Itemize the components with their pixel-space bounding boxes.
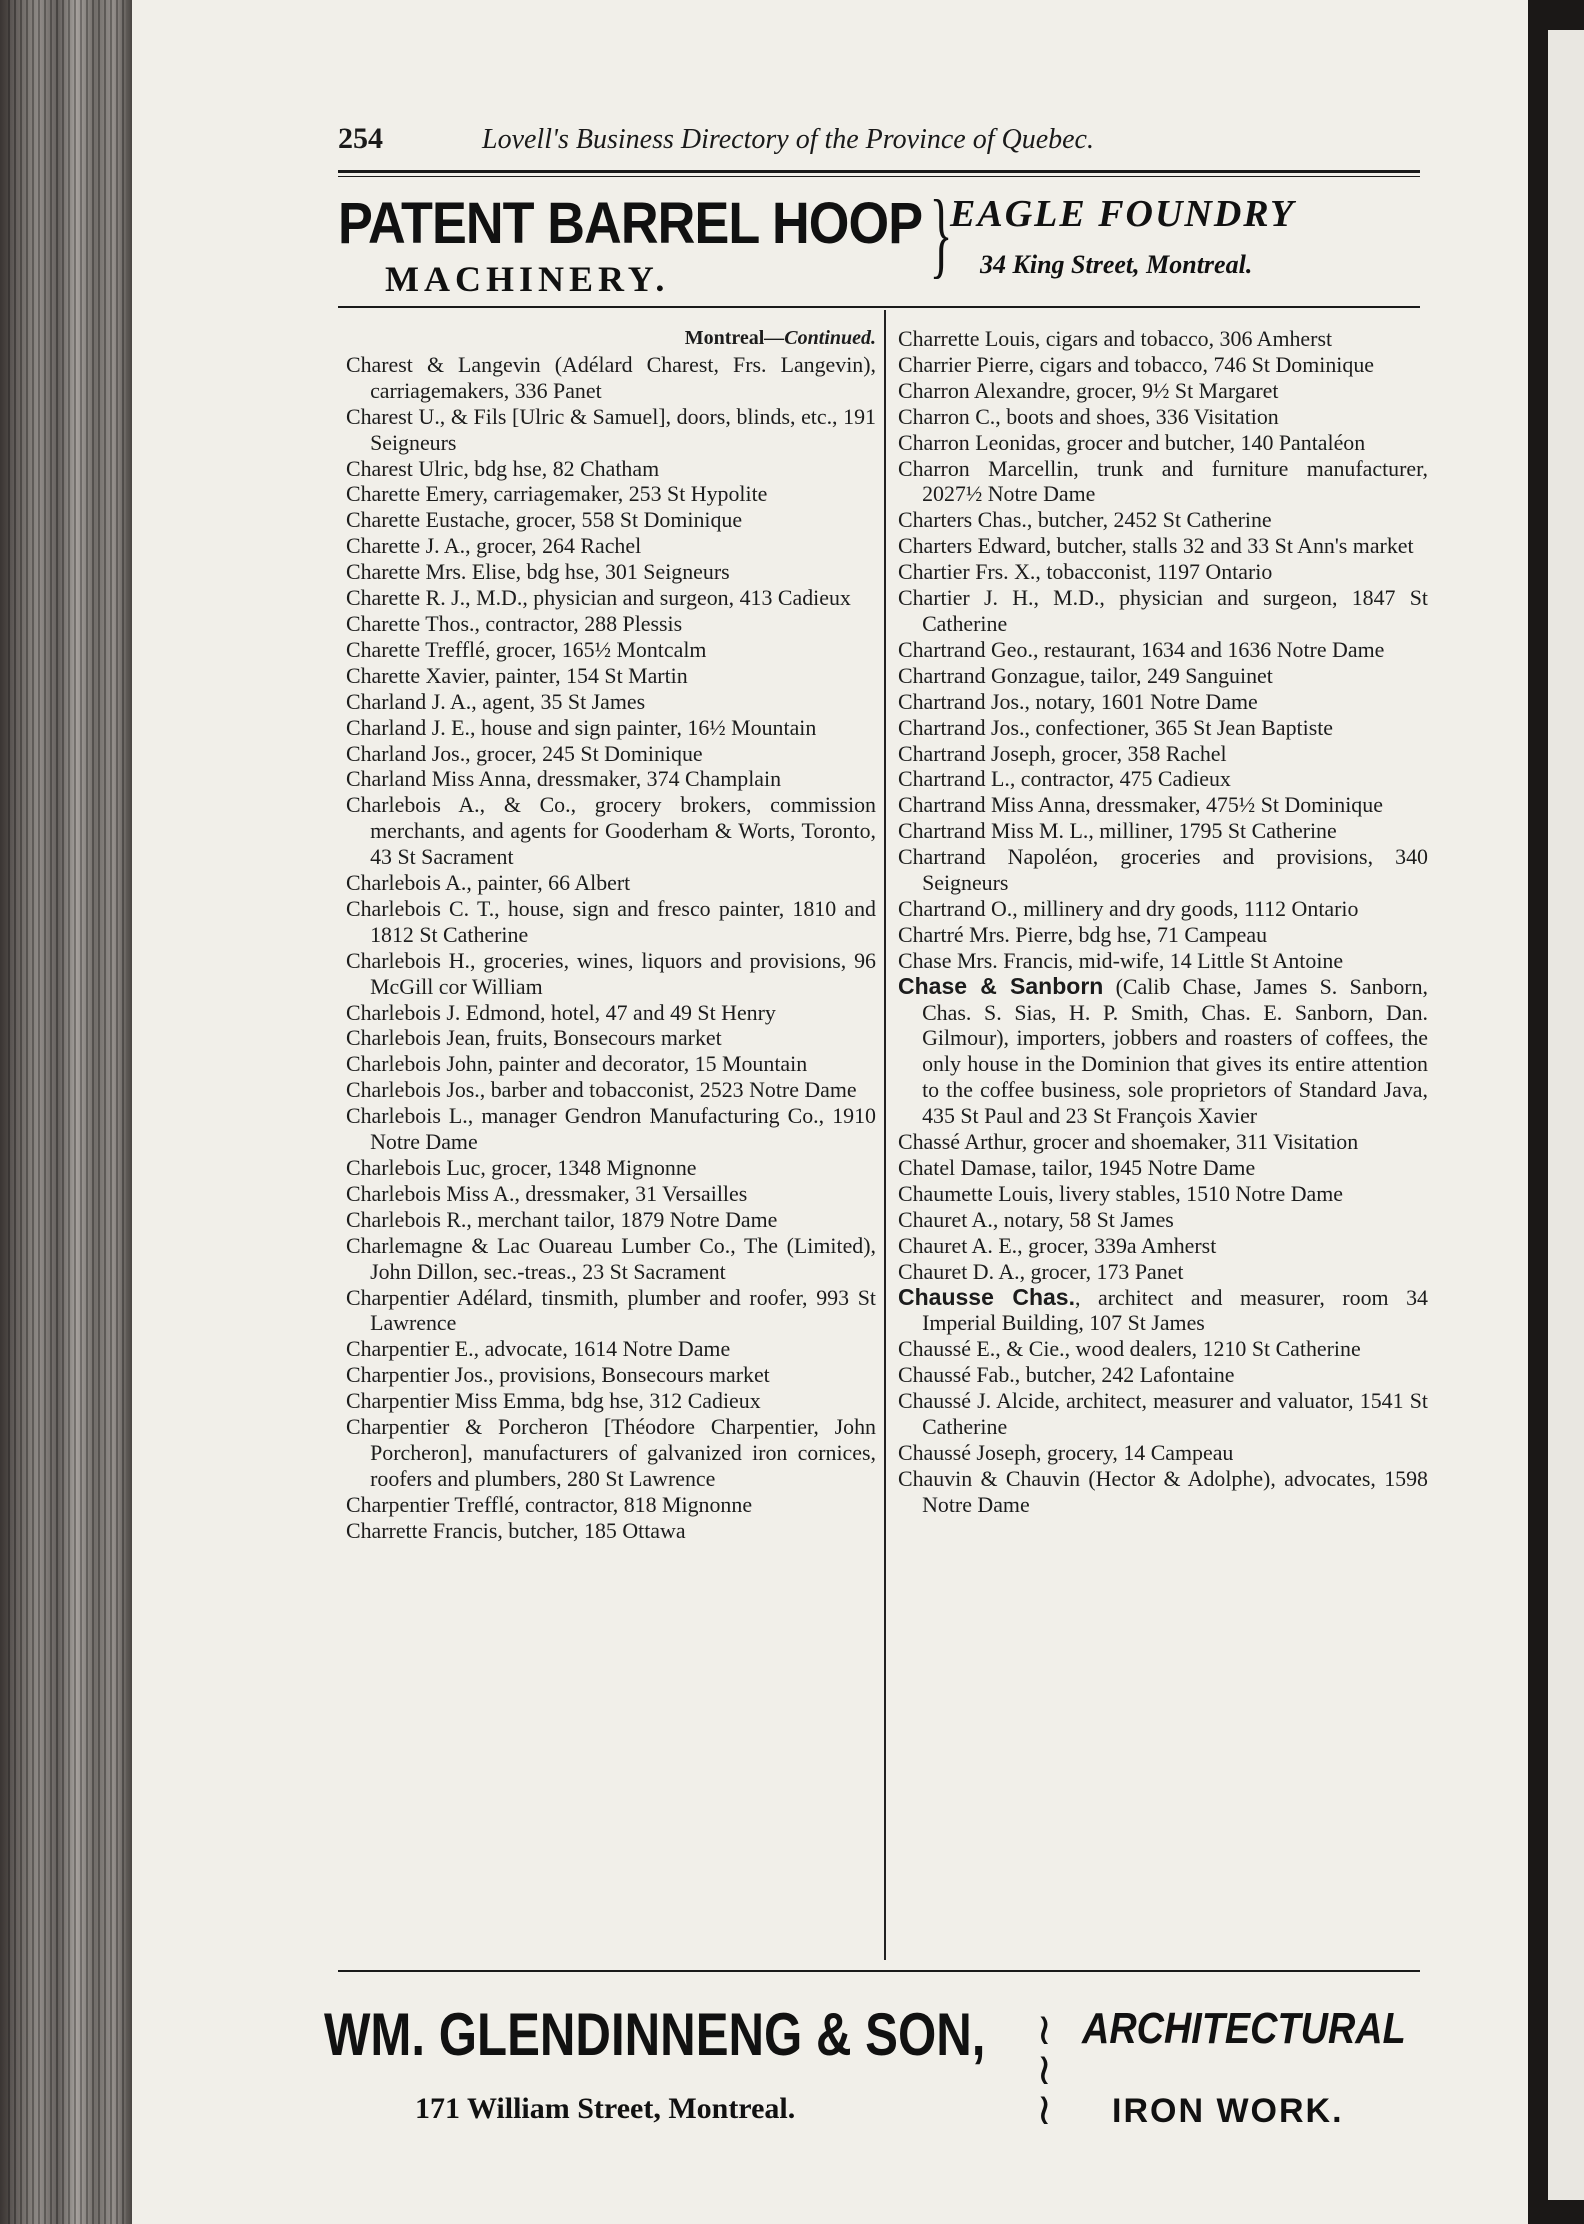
list-item: Charlebois John, painter and decorator, 15 Mountain — [346, 1051, 808, 1077]
book-spine — [0, 0, 132, 2224]
list-item: Chassé Arthur, grocer and shoemaker, 311 Visitation — [898, 1129, 1359, 1155]
list-item: Charette Eustache, grocer, 558 St Dominique — [346, 507, 743, 533]
header-rule — [338, 170, 1420, 173]
next-page-edge — [1548, 30, 1584, 2200]
list-item: Chartrand Gonzague, tailor, 249 Sanguinet — [898, 662, 1273, 688]
list-item: Charron C., boots and shoes, 336 Visitation — [898, 403, 1279, 429]
list-item: Charlebois A., & Co., grocery brokers, commission merchants, and agents for Gooderham & Worts, Toronto, 43 St Sacrament — [346, 792, 876, 870]
list-item: Chaussé Fab., butcher, 242 Lafontaine — [898, 1362, 1235, 1388]
running-title: Lovell's Business Directory of the Province of Quebec. — [482, 124, 1094, 155]
ad-glendinneng-address: 171 William Street, Montreal. — [415, 2092, 796, 2125]
list-item: Charette Emery, carriagemaker, 253 St Hypolite — [346, 481, 768, 507]
list-item: Charrette Louis, cigars and tobacco, 306 Amherst — [898, 326, 1333, 351]
list-item: Charlebois C. T., house, sign and fresco painter, 1810 and 1812 St Catherine — [346, 895, 876, 947]
ad-wavy-brace-icon: ≀ ≀ ≀ — [1036, 2005, 1053, 2134]
list-item: Charland J. E., house and sign painter, 16½ Mountain — [346, 714, 817, 740]
list-item: Charest U., & Fils [Ulric & Samuel], doors, blinds, etc., 191 Seigneurs — [346, 403, 876, 455]
list-item: Chaumette Louis, livery stables, 1510 Notre Dame — [898, 1180, 1344, 1206]
list-item: Charest & Langevin (Adélard Charest, Frs. Langevin), carriagemakers, 336 Panet — [346, 351, 876, 403]
list-item: Chauret D. A., grocer, 173 Panet — [898, 1258, 1184, 1284]
list-item: Charlebois H., groceries, wines, liquors and provisions, 96 McGill cor William — [346, 947, 876, 999]
list-item: Chauret A., notary, 58 St James — [898, 1206, 1174, 1232]
list-item: Charters Chas., butcher, 2452 St Catherine — [898, 507, 1272, 533]
list-item: Charette Trefflé, grocer, 165½ Montcalm — [346, 636, 707, 662]
list-item: Chauvin & Chauvin (Hector & Adolphe), advocates, 1598 Notre Dame — [898, 1465, 1428, 1517]
list-item: Charette Thos., contractor, 288 Plessis — [346, 610, 683, 636]
list-item: Charron Alexandre, grocer, 9½ St Margaret — [898, 377, 1279, 403]
ad-eagle-foundry-title: EAGLE FOUNDRY — [950, 193, 1296, 235]
list-item: Charpentier Jos., provisions, Bonsecours market — [346, 1362, 770, 1388]
list-item: Chartier J. H., M.D., physician and surgeon, 1847 St Catherine — [898, 585, 1428, 636]
list-item: Chartrand O., millinery and dry goods, 1112 Ontario — [898, 895, 1359, 921]
list-item: Charette J. A., grocer, 264 Rachel — [346, 533, 642, 559]
list-item: Charron Leonidas, grocer and butcher, 140 Pantaléon — [898, 429, 1366, 455]
list-item: Charland Miss Anna, dressmaker, 374 Champlain — [346, 766, 782, 792]
list-item: Chartrand L., contractor, 475 Cadieux — [898, 766, 1231, 792]
continued-heading: Montreal—Continued. — [684, 327, 876, 349]
list-item: Charrier Pierre, cigars and tobacco, 746 St Dominique — [898, 351, 1374, 377]
column-divider — [884, 310, 886, 1960]
list-item: Charlemagne & Lac Ouareau Lumber Co., The (Limited), John Dillon, sec.-treas., 23 St Sacrament — [346, 1232, 876, 1284]
list-item: Charlebois Jos., barber and tobacconist, 2523 Notre Dame — [346, 1077, 857, 1103]
list-item: Charpentier Adélard, tinsmith, plumber and roofer, 993 St Lawrence — [346, 1284, 876, 1336]
list-item: Chase Mrs. Francis, mid-wife, 14 Little St Antoine — [898, 947, 1344, 973]
list-item: Chartrand Jos., confectioner, 365 St Jean Baptiste — [898, 714, 1334, 740]
list-item: Charpentier & Porcheron [Théodore Charpentier, John Porcheron], manufacturers of galvanized iron cornices, roofers and plumbers, 280 St Lawrence — [346, 1414, 876, 1491]
ad-eagle-foundry-address: 34 King Street, Montreal. — [980, 250, 1253, 279]
header-rule-thin — [338, 176, 1420, 177]
list-item-featured: Chase & Sanborn (Calib Chase, James S. Sanborn, Chas. S. Sias, H. P. Smith, Chas. E. Sanborn, Dan. Gilmour), importers, jobbers and roasters of coffees, the only house in the Dominion that gives its entire attention to the coffee business, sole proprietors of Standard Java, 435 St Paul and 23 St François Xavier — [898, 972, 1428, 1129]
list-item: Charpentier Trefflé, contractor, 818 Mignonne — [346, 1491, 753, 1517]
list-item: Charpentier E., advocate, 1614 Notre Dame — [346, 1336, 731, 1362]
list-item: Charlebois Jean, fruits, Bonsecours market — [346, 1025, 722, 1051]
list-item: Charette R. J., M.D., physician and surgeon, 413 Cadieux — [346, 585, 851, 611]
page-header — [338, 122, 1418, 162]
list-item: Chatel Damase, tailor, 1945 Notre Dame — [898, 1155, 1256, 1180]
page-number: 254 — [338, 122, 383, 155]
list-item: Chaussé E., & Cie., wood dealers, 1210 St Catherine — [898, 1336, 1361, 1362]
list-item: Chartrand Jos., notary, 1601 Notre Dame — [898, 688, 1258, 714]
list-item: Charlebois Luc, grocer, 1348 Mignonne — [346, 1155, 697, 1180]
spine-page-edges — [8, 0, 126, 2224]
list-item: Chartrand Miss M. L., milliner, 1795 St Catherine — [898, 818, 1337, 844]
ad-bottom-rule — [338, 1970, 1420, 1972]
list-item-featured: Chausse Chas., architect and measurer, room 34 Imperial Building, 107 St James — [898, 1283, 1428, 1336]
list-item: Chartrand Napoléon, groceries and provisions, 340 Seigneurs — [898, 844, 1428, 896]
ad-barrel-hoop-title: PATENT BARREL HOOP — [338, 191, 923, 256]
ad-iron-work-title: IRON WORK. — [1112, 2092, 1344, 2130]
list-item: Charland Jos., grocer, 245 St Dominique — [346, 740, 703, 766]
ad-divider-brace-icon: } — [929, 180, 953, 287]
ad-architectural-title: ARCHITECTURAL — [1082, 2004, 1406, 2053]
list-item: Charpentier Miss Emma, bdg hse, 312 Cadieux — [346, 1388, 761, 1414]
left-column — [346, 326, 876, 1544]
list-item: Charette Mrs. Elise, bdg hse, 301 Seigneurs — [346, 559, 730, 585]
list-item: Charland J. A., agent, 35 St James — [346, 688, 646, 714]
list-item: Charlebois J. Edmond, hotel, 47 and 49 St Henry — [346, 999, 776, 1025]
list-item: Charron Marcellin, trunk and furniture manufacturer, 2027½ Notre Dame — [898, 455, 1428, 507]
ad-barrel-hoop-subtitle: MACHINERY. — [385, 259, 670, 299]
list-item: Chartrand Geo., restaurant, 1634 and 1636 Notre Dame — [898, 636, 1385, 662]
ad-glendinneng-title: WM. GLENDINNENG & SON, — [324, 2001, 986, 2068]
list-item: Chartier Frs. X., tobacconist, 1197 Ontario — [898, 559, 1273, 585]
list-item: Chaussé J. Alcide, architect, measurer and valuator, 1541 St Catherine — [898, 1388, 1428, 1440]
list-item: Chartré Mrs. Pierre, bdg hse, 71 Campeau — [898, 921, 1268, 947]
list-item: Charlebois Miss A., dressmaker, 31 Versailles — [346, 1180, 748, 1206]
list-item: Charters Edward, butcher, stalls 32 and 33 St Ann's market — [898, 533, 1414, 559]
right-column — [898, 326, 1428, 1518]
list-item: Charlebois R., merchant tailor, 1879 Notre Dame — [346, 1206, 778, 1232]
list-item: Chauret A. E., grocer, 339a Amherst — [898, 1232, 1217, 1258]
ad-top-rule — [338, 306, 1420, 308]
list-item: Chaussé Joseph, grocery, 14 Campeau — [898, 1439, 1234, 1465]
list-item: Charrette Francis, butcher, 185 Ottawa — [346, 1517, 686, 1543]
list-item: Charlebois A., painter, 66 Albert — [346, 870, 631, 896]
list-item: Chartrand Joseph, grocer, 358 Rachel — [898, 740, 1227, 766]
list-item: Charette Xavier, painter, 154 St Martin — [346, 662, 688, 688]
list-item: Charlebois L., manager Gendron Manufacturing Co., 1910 Notre Dame — [346, 1103, 876, 1155]
list-item: Charest Ulric, bdg hse, 82 Chatham — [346, 455, 660, 481]
list-item: Chartrand Miss Anna, dressmaker, 475½ St Dominique — [898, 792, 1383, 818]
